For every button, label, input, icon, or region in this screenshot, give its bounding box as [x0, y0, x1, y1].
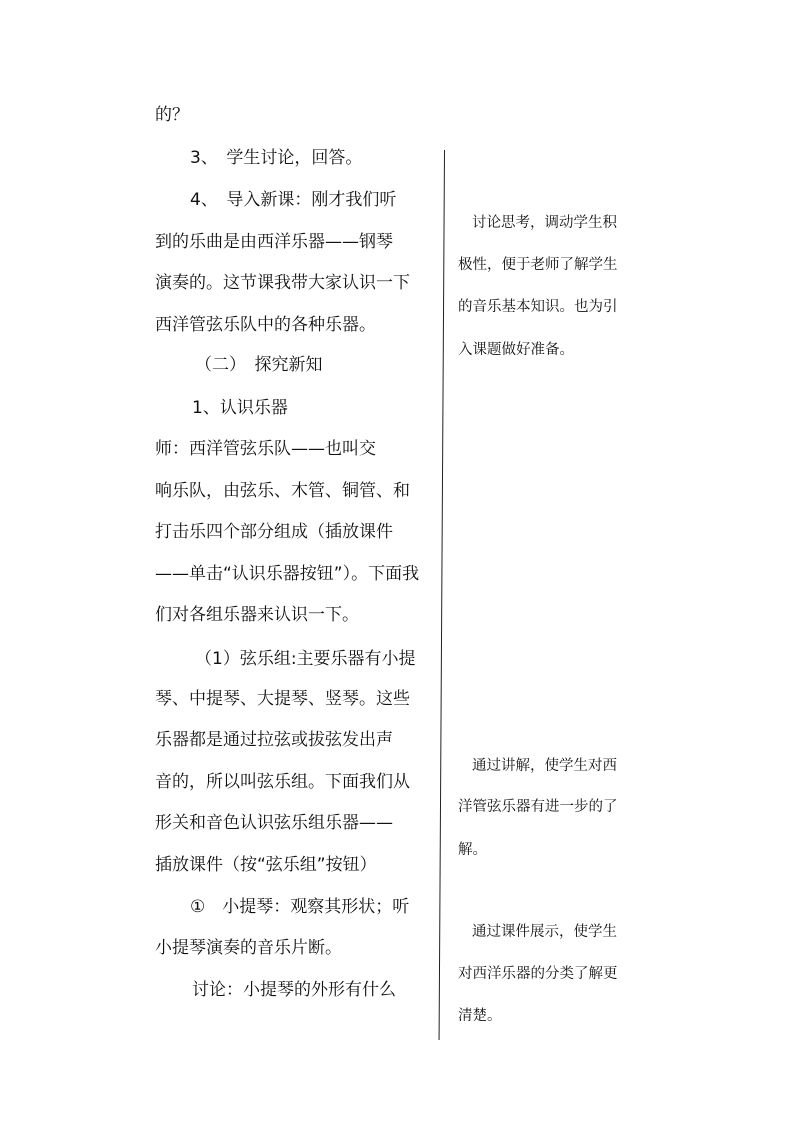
main-line: ① 小提琴：观察其形状；听 [190, 897, 410, 917]
side-note-line: 讨论思考，调动学生积 [472, 215, 617, 231]
main-line: ——单击“认识乐器按钮”）。下面我 [155, 564, 420, 584]
main-line: 形关和音色认识弦乐组乐器—— [155, 813, 393, 833]
column-divider [439, 150, 445, 1040]
main-line: 师：西洋管弦乐队——也叫交 [155, 439, 376, 459]
main-line: 4、 导入新课：刚才我们听 [190, 190, 397, 210]
section-heading: （二） 探究新知 [195, 355, 323, 375]
main-line: 讨论：小提琴的外形有什么 [192, 980, 396, 1000]
main-line: 插放课件（按“弦乐组”按钮） [155, 855, 377, 875]
subsection-heading: 1、认识乐器 [192, 398, 288, 418]
main-line: 响乐队，由弦乐、木管、铜管、和 [155, 481, 410, 501]
side-note-line: 洋管弦乐器有进一步的了 [458, 799, 618, 815]
main-line: 演奏的。这节课我带大家认识一下 [155, 273, 410, 293]
main-line: 西洋管弦乐队中的各种乐器。 [155, 315, 376, 335]
main-line: 打击乐四个部分组成（插放课件 [155, 522, 393, 542]
main-line: （1）弦乐组:主要乐器有小提 [195, 649, 416, 669]
side-note-line: 入课题做好准备。 [458, 342, 574, 358]
main-line: 琴、中提琴、大提琴、竖琴。这些 [155, 689, 410, 709]
side-note-line: 清楚。 [458, 1008, 502, 1024]
main-line: 的？ [155, 105, 189, 125]
side-note-line: 通过讲解，使学生对西 [472, 758, 617, 774]
side-note-line: 通过课件展示，使学生 [472, 924, 617, 940]
main-line: 们对各组乐器来认识一下。 [155, 605, 359, 625]
side-note-line: 的音乐基本知识。也为引 [458, 299, 618, 315]
main-line: 3、 学生讨论，回答。 [190, 148, 363, 168]
main-line: 音的，所以叫弦乐组。下面我们从 [155, 772, 410, 792]
side-note-line: 极性，便于老师了解学生 [458, 257, 618, 273]
side-note-line: 解。 [458, 842, 487, 858]
main-line: 小提琴演奏的音乐片断。 [155, 938, 342, 958]
side-note-line: 对西洋乐器的分类了解更 [458, 966, 618, 982]
main-line: 乐器都是通过拉弦或拔弦发出声 [155, 730, 393, 750]
main-line: 到的乐曲是由西洋乐器——钢琴 [155, 232, 393, 252]
